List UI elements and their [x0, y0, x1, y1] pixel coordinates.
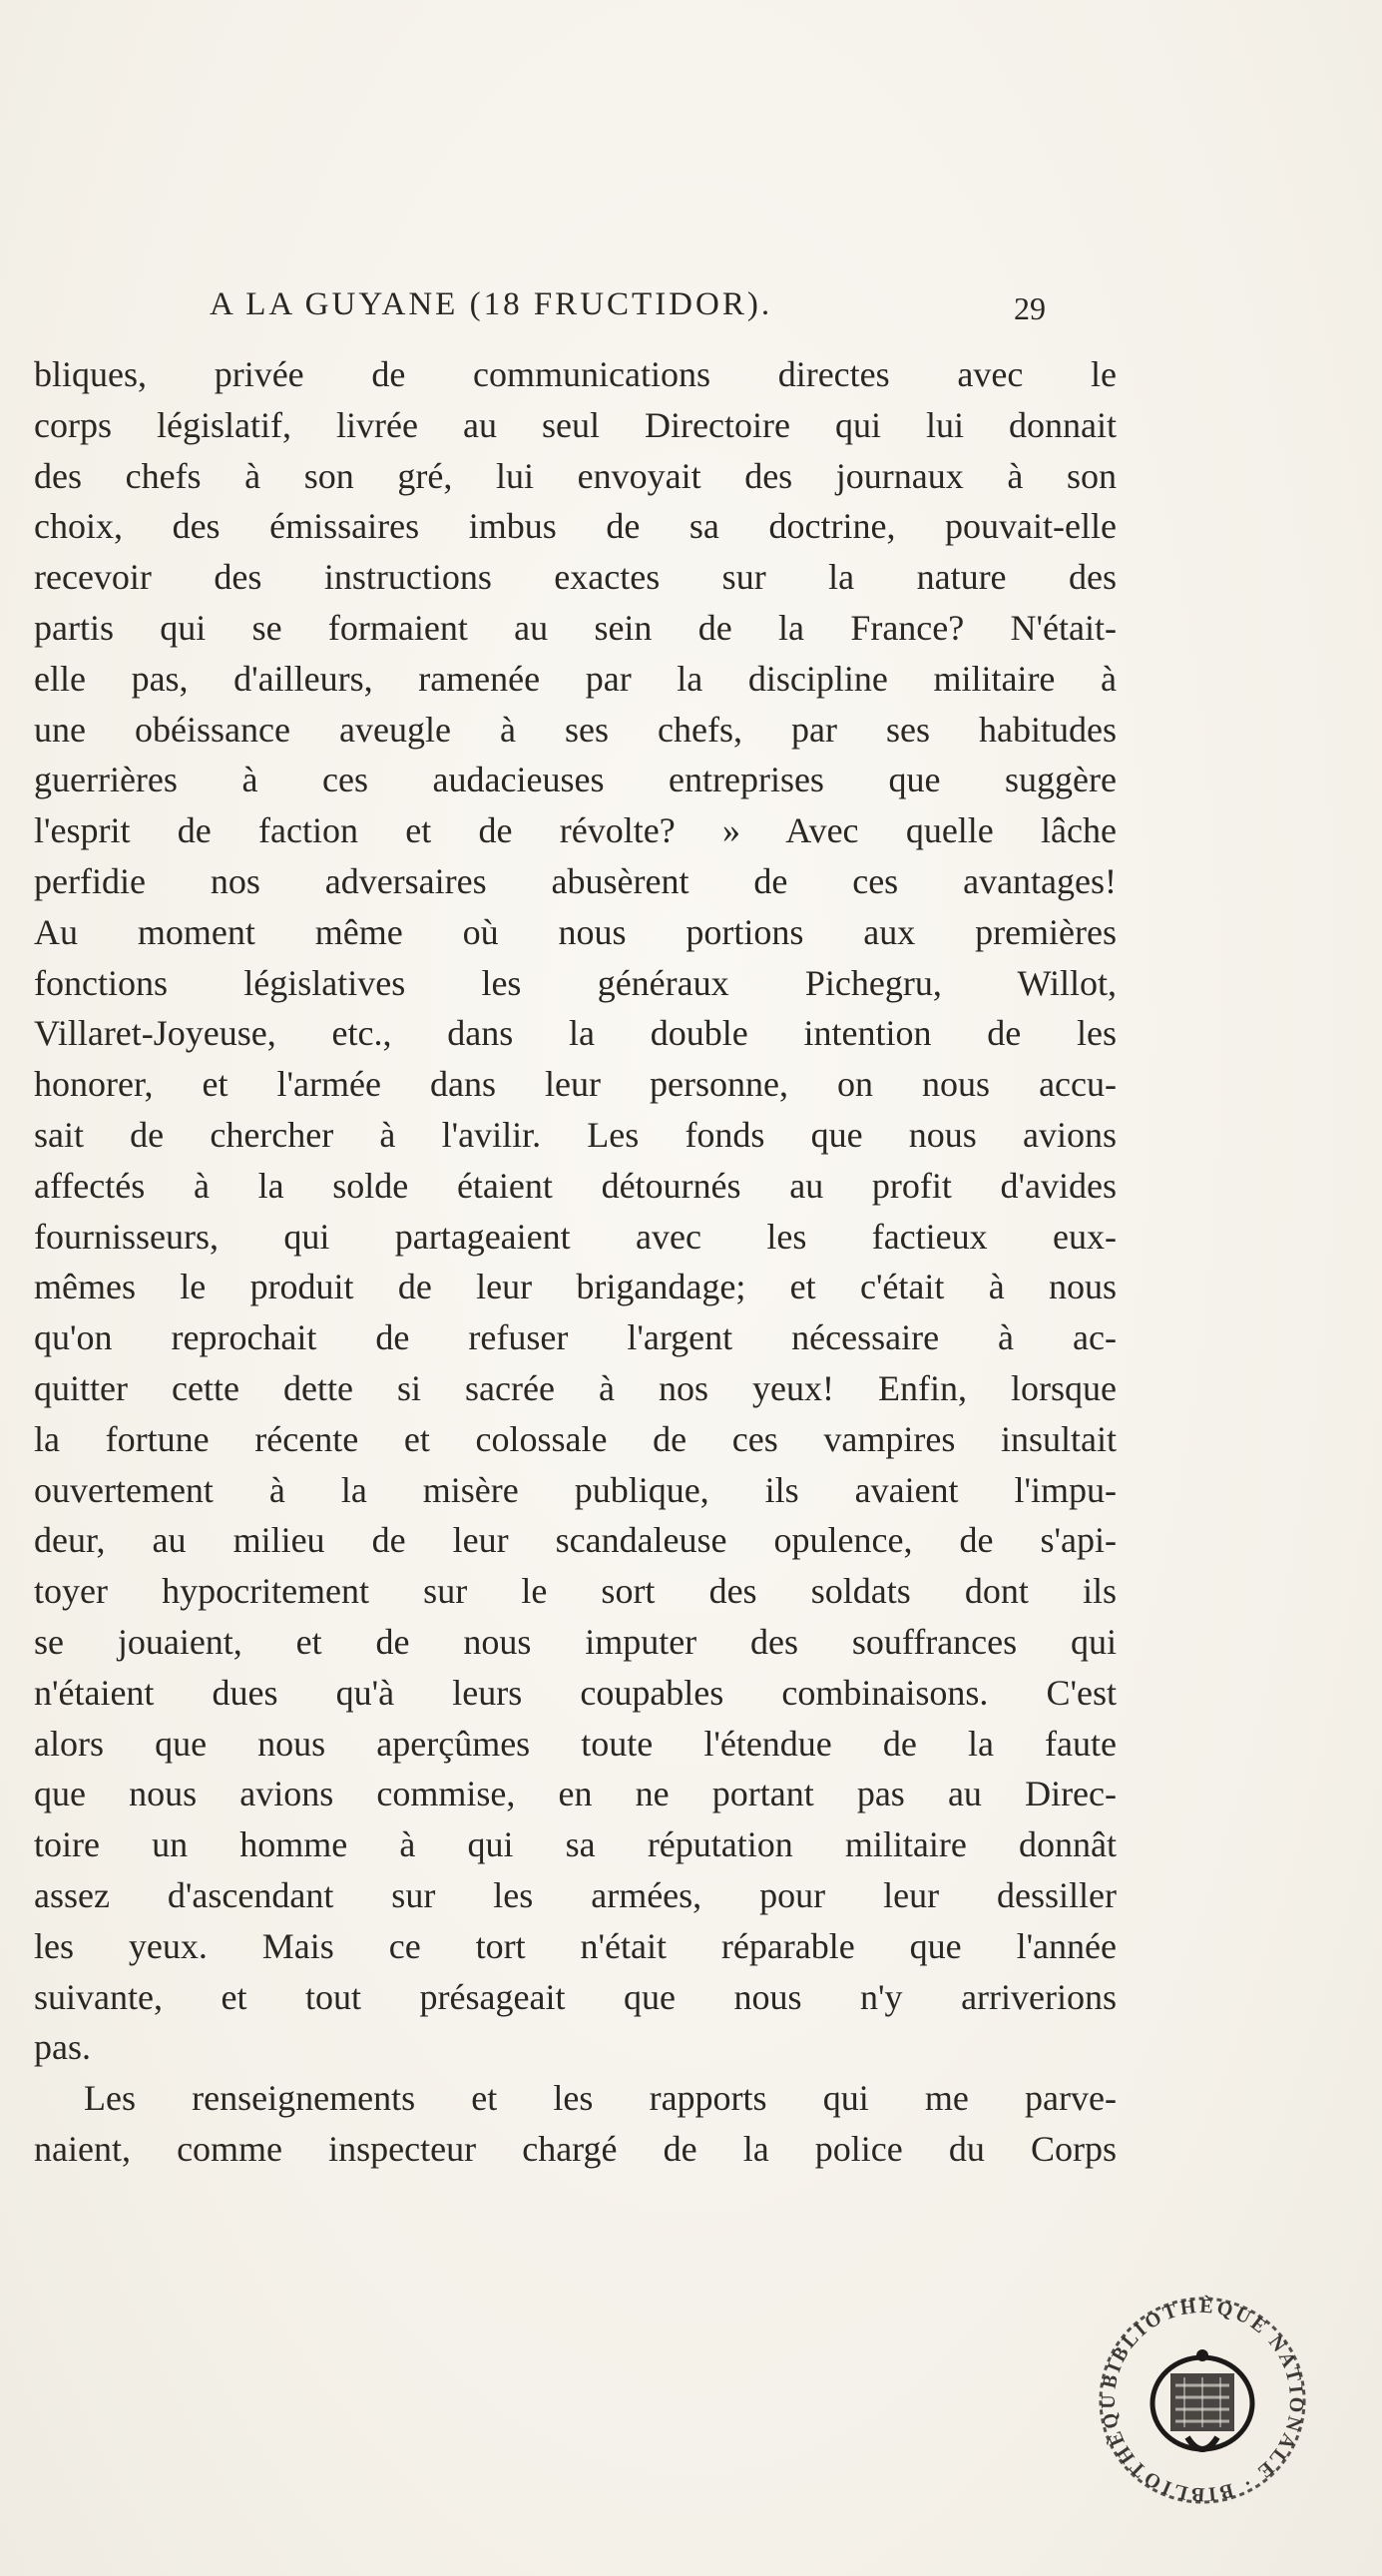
text-line: bliques, privée de communications directes avec le	[34, 354, 1117, 394]
text-line: les yeux. Mais ce tort n'était réparable que l'année	[34, 1925, 1117, 1966]
text-line: honorer, et l'armée dans leur personne, on nous accu-	[34, 1064, 1117, 1105]
text-line: deur, au milieu de leur scandaleuse opulence, de s'api-	[34, 1520, 1117, 1561]
text-line: des chefs à son gré, lui envoyait des journaux à son	[34, 455, 1117, 496]
text-line: une obéissance aveugle à ses chefs, par ses habitudes	[34, 709, 1117, 750]
text-line: fonctions législatives les généraux Pichegru, Willot,	[34, 962, 1117, 1003]
body-text	[34, 349, 1117, 2175]
svg-text:BIBLIOTHÈQUE NATIONALE · BIBLI: BIBLIOTHÈQUE NATIONALE · BIBLIOTHÈQU	[1097, 2295, 1308, 2506]
text-line: n'étaient dues qu'à leurs coupables combinaisons. C'est	[34, 1672, 1117, 1713]
text-line: Au moment même où nous portions aux premières	[34, 911, 1117, 952]
text-line: toire un homme à qui sa réputation militaire donnât	[34, 1824, 1117, 1865]
text-line: toyer hypocritement sur le sort des soldats dont ils	[34, 1571, 1117, 1612]
text-line: fournisseurs, qui partageaient avec les factieux eux-	[34, 1216, 1117, 1257]
text-line: corps législatif, livrée au seul Directoire qui lui donnait	[34, 404, 1117, 445]
text-line: la fortune récente et colossale de ces vampires insultait	[34, 1418, 1117, 1459]
text-line: guerrières à ces audacieuses entreprises que suggère	[34, 760, 1117, 800]
text-line: se jouaient, et de nous imputer des souffrances qui	[34, 1621, 1117, 1662]
text-line: qu'on reprochait de refuser l'argent nécessaire à ac-	[34, 1317, 1117, 1358]
text-line: Villaret-Joyeuse, etc., dans la double intention de les	[34, 1013, 1117, 1054]
text-line: pas.	[34, 2027, 91, 2068]
text-line: alors que nous aperçûmes toute l'étendue de la faute	[34, 1723, 1117, 1764]
text-line: naient, comme inspecteur chargé de la police du Corps	[34, 2128, 1117, 2169]
text-line: sait de chercher à l'avilir. Les fonds que nous avions	[34, 1114, 1117, 1155]
text-line: quitter cette dette si sacrée à nos yeux! Enfin, lorsque	[34, 1367, 1117, 1408]
text-line: affectés à la solde étaient détournés au profit d'avides	[34, 1165, 1117, 1206]
library-stamp-icon	[1088, 2286, 1317, 2515]
text-line: l'esprit de faction et de révolte? » Avec quelle lâche	[34, 810, 1117, 851]
text-line: recevoir des instructions exactes sur la nature des	[34, 557, 1117, 598]
text-line: que nous avions commise, en ne portant pas au Direc-	[34, 1774, 1117, 1814]
text-line: partis qui se formaient au sein de la France? N'était-	[34, 607, 1117, 648]
paragraph-start-line: Les renseignements et les rapports qui me parve-	[84, 2078, 1117, 2119]
text-line: suivante, et tout présageait que nous n'y arriverions	[34, 1976, 1117, 2017]
running-title: A LA GUYANE (18 FRUCTIDOR).	[210, 286, 773, 322]
text-line: choix, des émissaires imbus de sa doctrine, pouvait-elle	[34, 506, 1117, 547]
text-line: mêmes le produit de leur brigandage; et c'était à nous	[34, 1267, 1117, 1307]
text-line: perfidie nos adversaires abusèrent de ces avantages!	[34, 860, 1117, 901]
page-number: 29	[1014, 290, 1046, 326]
text-line: ouvertement à la misère publique, ils avaient l'impu-	[34, 1469, 1117, 1510]
running-header	[34, 286, 1072, 326]
text-line: assez d'ascendant sur les armées, pour leur dessiller	[34, 1874, 1117, 1915]
text-line: elle pas, d'ailleurs, ramenée par la discipline militaire à	[34, 658, 1117, 699]
